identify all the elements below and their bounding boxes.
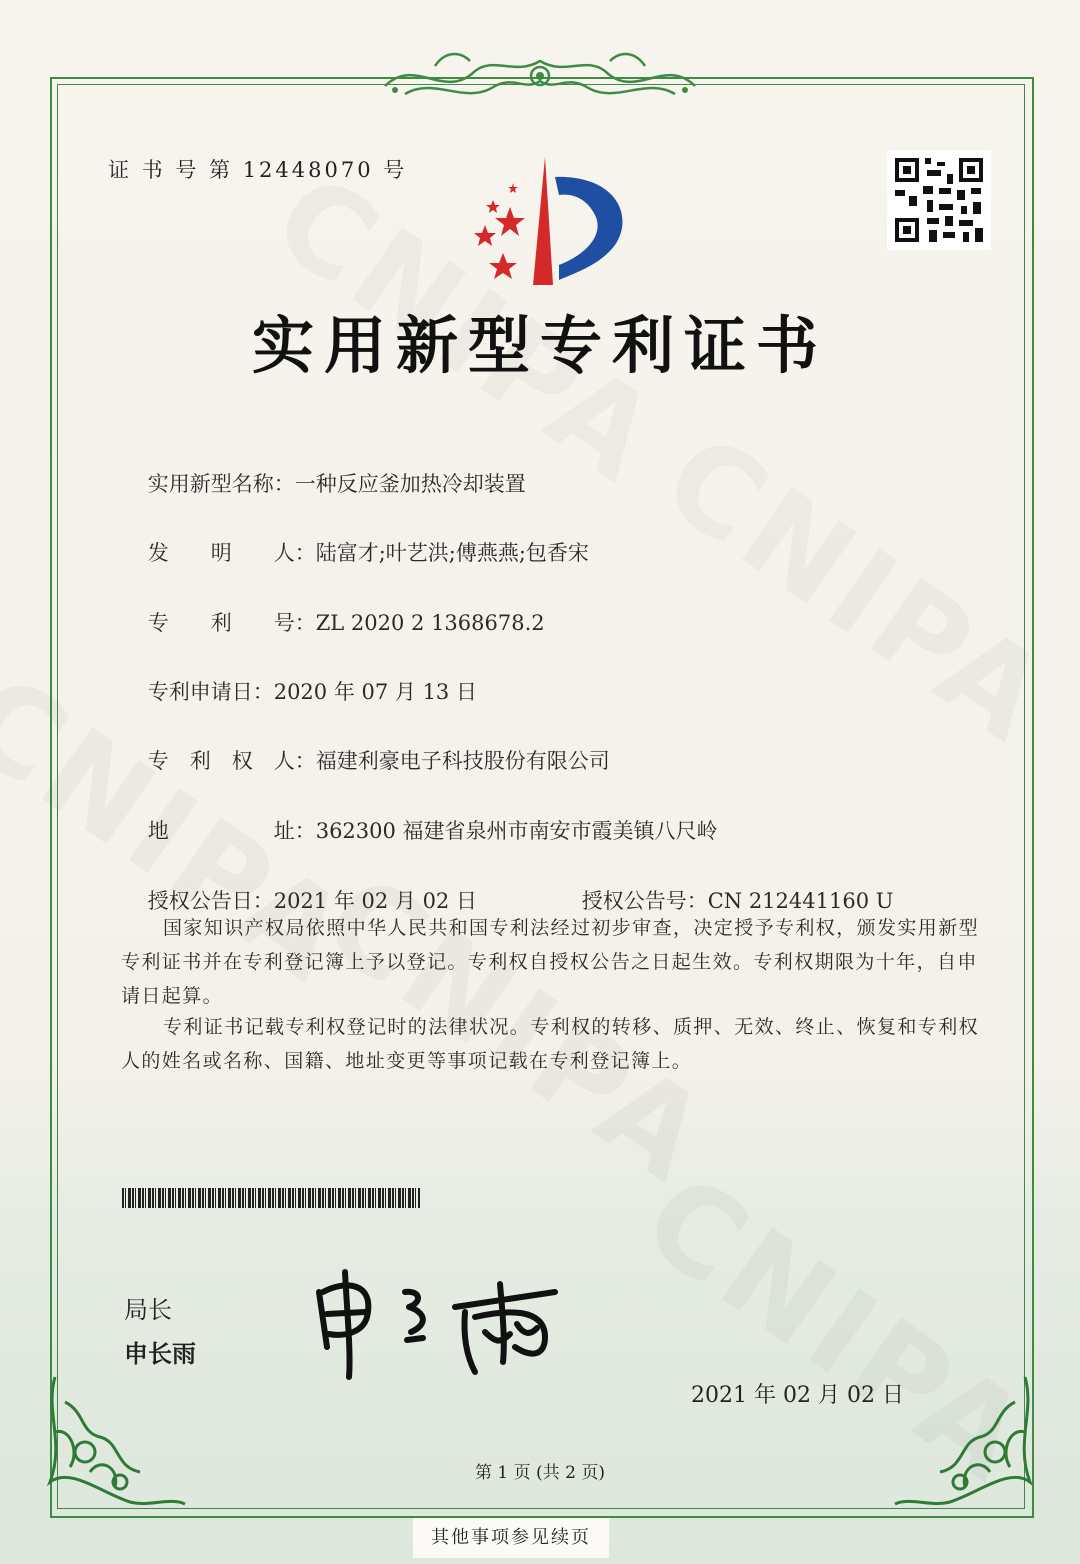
barcode <box>122 1188 420 1208</box>
bottom-right-ornament <box>890 1372 1040 1512</box>
director-signature <box>305 1262 565 1382</box>
certificate-number: 证 书 号 第 12448070 号 <box>108 158 408 182</box>
field-label: 专 利 号： <box>147 611 316 635</box>
field-label: 授权公告日： <box>147 889 274 913</box>
qr-code <box>887 150 991 250</box>
signature-date: 2021 年 02 月 02 日 <box>691 1383 904 1408</box>
field-patentee <box>121 721 610 799</box>
top-ornament <box>375 46 705 106</box>
paragraph-legal-status: 专利证书记载专利权登记时的法律状况。专利权的转移、质押、无效、终止、恢复和专利权人的姓名或名称、国籍、地址变更等事项记载在专利登记簿上。 <box>121 1016 980 1072</box>
page-number: 第 1 页 (共 2 页) <box>475 1463 605 1483</box>
field-label: 专 利 权 人： <box>147 749 316 773</box>
bottom-note: 其他事项参见续页 <box>413 1518 609 1558</box>
field-label: 地 址： <box>147 819 316 843</box>
field-value: 2020 年 07 月 13 日 <box>273 680 477 704</box>
director-title: 局长 <box>124 1296 172 1324</box>
field-address <box>121 791 718 869</box>
field-value: 陆富才;叶艺洪;傅燕燕;包香宋 <box>315 541 589 565</box>
field-value: 一种反应釜加热冷却装置 <box>294 472 526 496</box>
bottom-left-ornament <box>40 1372 190 1512</box>
field-value: 2021 年 02 月 02 日 <box>273 889 477 913</box>
field-label: 专利申请日： <box>147 680 274 704</box>
field-value: 福建利豪电子科技股份有限公司 <box>315 749 610 773</box>
certificate-title: 实用新型专利证书 <box>251 309 828 382</box>
field-value: 362300 福建省泉州市南安市霞美镇八尺岭 <box>315 819 718 843</box>
paragraph-grant-statement: 国家知识产权局依照中华人民共和国专利法经过初步审查，决定授予专利权，颁发实用新型专利证书并在专利登记簿上予以登记。专利权自授权公告之日起生效。专利权期限为十年，自申请日起算。 <box>121 917 980 1007</box>
field-value: ZL 2020 2 1368678.2 <box>315 611 545 635</box>
field-value: CN 212441160 U <box>707 889 894 913</box>
field-label: 实用新型名称： <box>147 472 295 496</box>
field-patent-number <box>121 583 545 661</box>
field-application-date <box>121 652 477 730</box>
cnipa-emblem-icon <box>455 155 635 290</box>
field-label: 发 明 人： <box>147 541 316 565</box>
field-label: 授权公告号： <box>581 889 708 913</box>
field-inventors <box>121 513 589 591</box>
field-utility-model-name <box>121 444 526 522</box>
director-name: 申长雨 <box>124 1340 196 1368</box>
